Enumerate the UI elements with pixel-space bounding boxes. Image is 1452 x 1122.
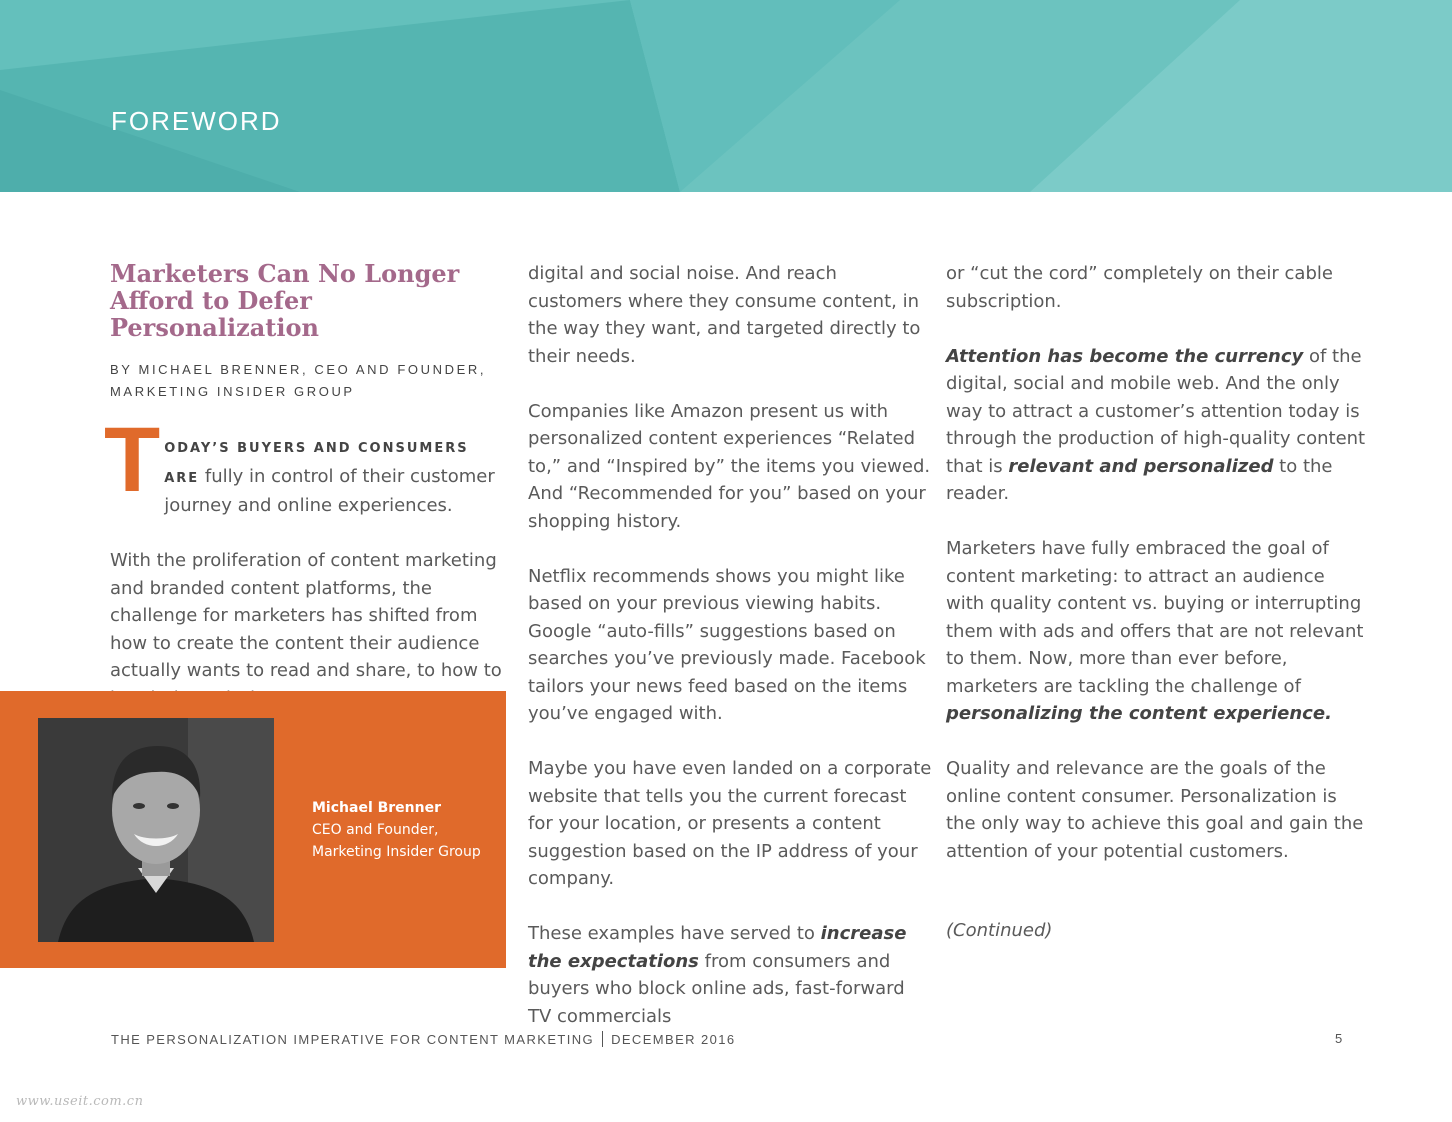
- byline-line-1: BY MICHAEL BRENNER, CEO AND FOUNDER,: [110, 362, 487, 377]
- text-run: Marketers have fully embraced the goal of content marketing: to attract an audience with quality content vs. buying or interrupting them with ads and offers that are not relevant to them. Now, more than ever before, marketers are tackling the challenge of: [946, 538, 1364, 697]
- author-portrait-icon: [38, 718, 274, 942]
- footer-divider: [602, 1031, 603, 1047]
- section-label: FOREWORD: [111, 106, 282, 136]
- lead-caps: ODAY’S BUYERS AND CONSUMERS ARE: [164, 441, 469, 486]
- paragraph: [946, 343, 1366, 508]
- byline-line-2: MARKETING INSIDER GROUP: [110, 384, 355, 399]
- footer-date: DECEMBER 2016: [611, 1032, 736, 1047]
- author-role-line-1: CEO and Founder,: [312, 822, 439, 838]
- paragraph: or “cut the cord” completely on their cable subscription.: [946, 263, 1333, 312]
- article-title: Marketers Can No Longer Afford to Defer Personalization: [110, 259, 460, 342]
- emphasis-text: relevant and personalized: [1008, 455, 1274, 477]
- column-3: [946, 260, 1366, 893]
- author-role-line-2: Marketing Insider Group: [312, 844, 481, 860]
- lead-text: fully in control of their customer journey and online experiences.: [164, 465, 495, 516]
- author-caption: [312, 797, 481, 863]
- paragraph: Maybe you have even landed on a corporate website that tells you the current forecast for your location, or presents a content suggestion based on the IP address of your company.: [528, 758, 932, 889]
- paragraph: With the proliferation of content marketing and branded content platforms, the challenge for marketers has shifted from how to create the content their audience actually wants to read and share, to how to: [110, 550, 502, 681]
- emphasis-text: Attention has become the currency: [946, 345, 1304, 367]
- paragraph: [946, 535, 1366, 728]
- column-1: [104, 259, 505, 740]
- watermark: www.useit.com.cn: [16, 1094, 144, 1109]
- paragraph: digital and social noise. And reach customers where they consume content, in the way they want, and targeted directly to their needs.: [528, 263, 921, 367]
- lead-paragraph: [104, 409, 505, 520]
- continued-note: (Continued): [946, 920, 1053, 941]
- author-photo: [38, 718, 274, 942]
- drop-cap: T: [104, 409, 161, 511]
- page-number: 5: [1335, 1031, 1343, 1046]
- emphasis-text: personalizing the content experience.: [946, 703, 1332, 724]
- column-2: [528, 260, 933, 1058]
- paragraph: Quality and relevance are the goals of the online content consumer. Personalization is the only way to achieve this goal and gain the attention of your potential customers.: [946, 758, 1364, 862]
- header-pattern: [0, 0, 1452, 192]
- header-banner: [0, 0, 1452, 192]
- byline: [110, 359, 505, 403]
- paragraph: Netflix recommends shows you might like based on your previous viewing habits. Google “auto-fills” suggestions based on searches you’ve previously made. Facebook tailors your news feed based on the items you’ve engaged with.: [528, 565, 926, 724]
- footer: [111, 1031, 735, 1047]
- text-run: of the digital, social and mobile web. And the only way to attract a customer’s attention today is through the production of high-quality content that is: [946, 345, 1366, 477]
- text-run: These examples have served to: [528, 923, 821, 944]
- emphasis-text: increase the expectations: [528, 923, 907, 972]
- text-run: from consumers and buyers who block online ads, fast-forward TV commercials: [528, 950, 905, 1027]
- text-run: to the reader.: [946, 455, 1333, 504]
- author-box: [0, 691, 506, 968]
- author-name: Michael Brenner: [312, 800, 442, 816]
- footer-title: THE PERSONALIZATION IMPERATIVE FOR CONTENT MARKETING: [111, 1032, 595, 1047]
- paragraph: Companies like Amazon present us with personalized content experiences “Related to,” and “Inspired by” the items you viewed. And “Recommended for you” based on your shopping history.: [528, 400, 931, 532]
- paragraph: [528, 920, 933, 1030]
